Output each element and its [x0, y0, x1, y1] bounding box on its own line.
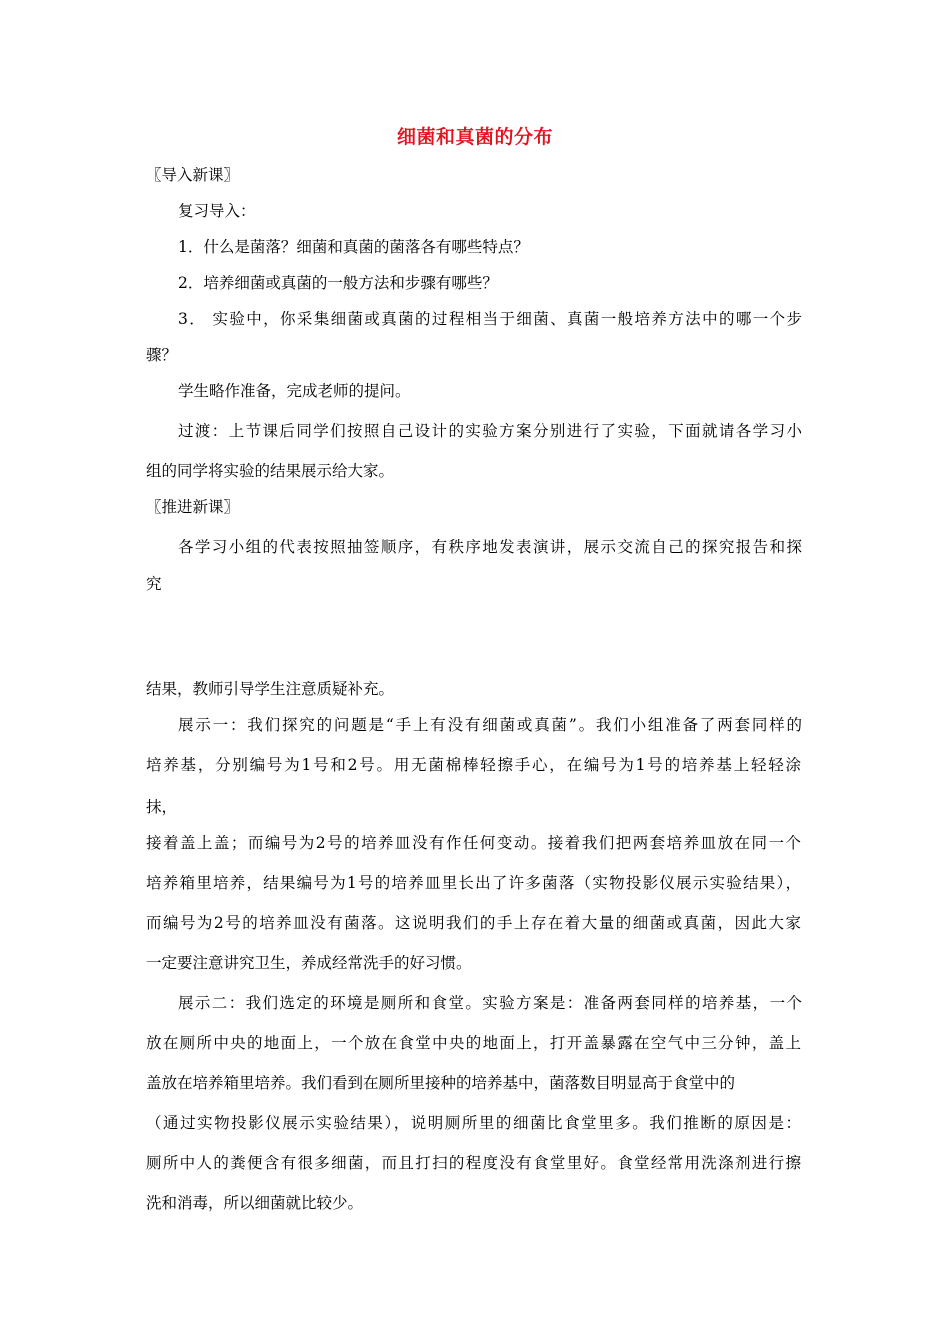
- paragraph-line: 而编号为2号的培养皿没有菌落。这说明我们的手上存在着大量的细菌或真菌，因此大家: [146, 914, 801, 932]
- paragraph-line: 洗和消毒，所以细菌就比较少。: [146, 1194, 364, 1212]
- paragraph-line: 各学习小组的代表按照抽签顺序，有秩序地发表演讲，展示交流自己的探究报告和探: [178, 538, 802, 556]
- paragraph-line: 接着盖上盖；而编号为2号的培养皿没有作任何变动。接着我们把两套培养皿放在同一个: [146, 834, 801, 852]
- paragraph-line: 结果，教师引导学生注意质疑补充。: [146, 680, 395, 698]
- paragraph-line: 抹，: [146, 798, 178, 816]
- paragraph-line: （通过实物投影仪展示实验结果），说明厕所里的细菌比食堂里多。我们推断的原因是：: [146, 1114, 801, 1132]
- paragraph-line: 骤？: [146, 346, 178, 364]
- paragraph-line: 培养箱里培养，结果编号为1号的培养皿里长出了许多菌落（实物投影仪展示实验结果），: [146, 874, 801, 892]
- paragraph-line: 放在厕所中央的地面上，一个放在食堂中央的地面上，打开盖暴露在空气中三分钟，盖上: [146, 1034, 801, 1052]
- paragraph-line: 培养基，分别编号为1号和2号。用无菌棉棒轻擦手心，在编号为1号的培养基上轻轻涂: [146, 756, 801, 774]
- question-1: 1．什么是菌落？细菌和真菌的菌落各有哪些特点？: [178, 238, 529, 256]
- paragraph-line: 展示一：我们探究的问题是“手上有没有细菌或真菌”。我们小组准备了两套同样的: [178, 716, 802, 734]
- paragraph-line: 过渡：上节课后同学们按照自己设计的实验方案分别进行了实验，下面就请各学习小: [178, 422, 802, 440]
- paragraph-line: 复习导入：: [178, 202, 256, 220]
- paragraph-line: 厕所中人的粪便含有很多细菌，而且打扫的程度没有食堂里好。食堂经常用洗涤剂进行擦: [146, 1154, 801, 1172]
- paragraph-line: 一定要注意讲究卫生，养成经常洗手的好习惯。: [146, 954, 472, 972]
- paragraph-line: 学生略作准备，完成老师的提问。: [178, 382, 411, 400]
- section-heading-intro: 〖导入新课〗: [146, 166, 240, 184]
- paragraph-line: 组的同学将实验的结果展示给大家。: [146, 462, 395, 480]
- question-3: 3． 实验中，你采集细菌或真菌的过程相当于细菌、真菌一般培养方法中的哪一个步: [178, 310, 802, 328]
- section-heading-advance: 〖推进新课〗: [146, 498, 240, 516]
- paragraph-line: 究: [146, 575, 162, 593]
- question-2: 2．培养细菌或真菌的一般方法和步骤有哪些？: [178, 274, 498, 292]
- paragraph-line: 展示二：我们选定的环境是厕所和食堂。实验方案是：准备两套同样的培养基，一个: [178, 994, 802, 1012]
- paragraph-line: 盖放在培养箱里培养。我们看到在厕所里接种的培养基中，菌落数目明显高于食堂中的: [146, 1074, 736, 1092]
- document-title: 细菌和真菌的分布: [396, 126, 553, 148]
